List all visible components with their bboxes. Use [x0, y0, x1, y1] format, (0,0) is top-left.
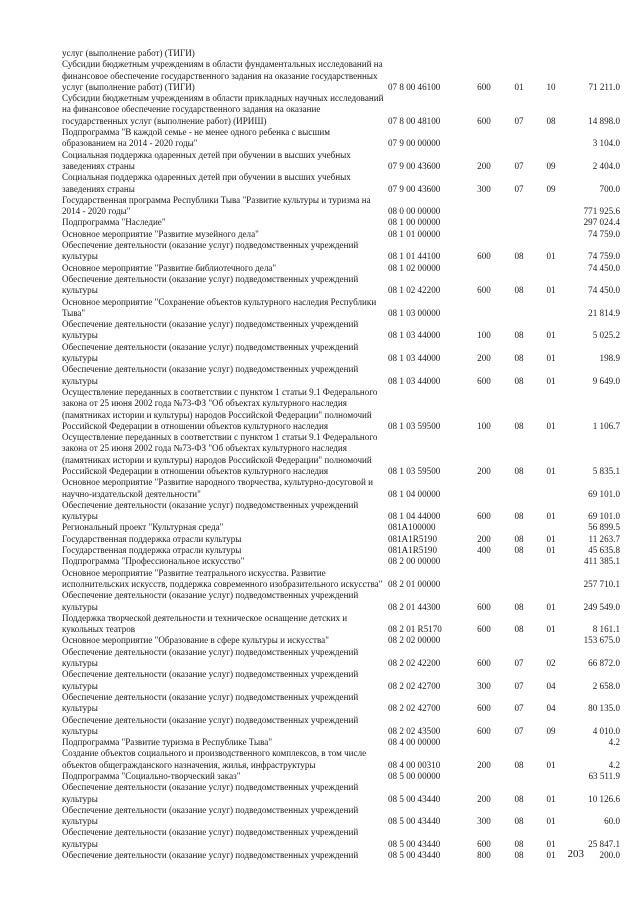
- row-name: Государственная поддержка отрасли культуры: [62, 545, 242, 556]
- row-section: 08: [514, 545, 524, 556]
- row-name: Обеспечение деятельности (оказание услуг) подведомственных учреждений культуры: [62, 714, 359, 736]
- row-expense-type: 600: [477, 838, 491, 849]
- table-row: [62, 590, 622, 613]
- row-amount: 66 872.0: [588, 658, 620, 669]
- table-row: [62, 477, 622, 500]
- row-section: 07: [514, 183, 524, 194]
- row-name: Обеспечение деятельности (оказание услуг) подведомственных учреждений культуры: [62, 273, 359, 296]
- row-expense-type: 600: [477, 624, 491, 635]
- table-row: [62, 534, 622, 545]
- row-amount: 200.0: [599, 850, 620, 861]
- row-code: 08 2 02 42700: [388, 680, 441, 691]
- row-section: 08: [514, 601, 524, 612]
- row-amount: 2 658.0: [592, 680, 620, 691]
- row-name: Обеспечение деятельности (оказание услуг) подведомственных учреждений: [62, 850, 359, 861]
- row-expense-type: 600: [477, 703, 491, 714]
- row-code: 081A1R5190: [388, 545, 438, 556]
- table-row: [62, 319, 622, 342]
- row-subsection: 01: [546, 793, 556, 804]
- row-name: Подпрограмма "Развитие туризма в Республике Тыва": [62, 737, 273, 748]
- row-subsection: 01: [546, 545, 556, 556]
- budget-table: [62, 48, 622, 861]
- row-code: 08 5 00 43440: [388, 850, 441, 861]
- row-name: Обеспечение деятельности (оказание услуг) подведомственных учреждений культуры: [62, 646, 359, 669]
- row-code: 07 8 00 46100: [388, 81, 441, 92]
- row-subsection: 01: [546, 624, 556, 635]
- row-expense-type: 600: [477, 511, 491, 522]
- row-amount: 10 126.6: [588, 793, 620, 804]
- row-code: 08 1 01 44100: [388, 251, 441, 262]
- table-row: [62, 387, 622, 432]
- row-amount: 8 161.1: [592, 624, 620, 635]
- row-expense-type: 600: [477, 115, 491, 126]
- table-row: [62, 48, 622, 59]
- row-expense-type: 800: [477, 850, 491, 861]
- row-amount: 297 024.4: [583, 217, 620, 228]
- row-amount: 1 106.7: [592, 420, 620, 431]
- row-code: 07 8 00 48100: [388, 115, 441, 126]
- row-expense-type: 600: [477, 251, 491, 262]
- row-name: Основное мероприятие "Развитие библиотечного дела": [62, 262, 277, 273]
- row-code: 07 9 00 43600: [388, 183, 441, 194]
- row-name: Обеспечение деятельности (оказание услуг) подведомственных учреждений культуры: [62, 590, 359, 612]
- row-subsection: 01: [546, 816, 556, 827]
- row-subsection: 10: [546, 81, 556, 92]
- row-expense-type: 600: [477, 658, 491, 669]
- row-section: 01: [514, 81, 524, 92]
- row-expense-type: 600: [477, 375, 491, 386]
- row-code: 08 2 01 R5170: [388, 624, 442, 635]
- row-section: 07: [514, 160, 524, 171]
- row-section: 08: [514, 533, 524, 544]
- row-code: 08 1 02 42200: [388, 285, 441, 296]
- row-expense-type: 100: [477, 330, 491, 341]
- row-amount: 74 759.0: [588, 251, 620, 262]
- table-row: [62, 827, 622, 850]
- row-subsection: 09: [546, 183, 556, 194]
- row-name: Обеспечение деятельности (оказание услуг) подведомственных учреждений культуры: [62, 240, 359, 262]
- table-row: [62, 737, 622, 748]
- row-name: Государственная программа Республики Тыва "Развитие культуры и туризма на 2014 - 2020 годы": [62, 194, 371, 217]
- row-code: 08 2 02 42200: [388, 658, 441, 669]
- table-row: [62, 263, 622, 274]
- table-row: [62, 342, 622, 365]
- table-row: [62, 545, 622, 556]
- row-code: 08 2 02 43500: [388, 725, 441, 736]
- row-amount: 3 104.0: [592, 138, 620, 149]
- table-row: [62, 500, 622, 523]
- row-section: 07: [514, 725, 524, 736]
- row-name: Подпрограмма "Социально-творческий заказ": [62, 771, 241, 781]
- table-row: [62, 150, 622, 173]
- row-amount: 257 710.1: [583, 578, 620, 589]
- table-row: [62, 635, 622, 646]
- row-code: 08 5 00 43440: [388, 816, 441, 827]
- row-subsection: 01: [546, 375, 556, 386]
- row-section: 08: [514, 624, 524, 635]
- table-row: [62, 522, 622, 533]
- row-code: 08 2 02 42700: [388, 703, 441, 714]
- row-subsection: 04: [546, 680, 556, 691]
- row-expense-type: 200: [477, 533, 491, 544]
- table-row: [62, 850, 622, 861]
- row-section: 08: [514, 793, 524, 804]
- row-code: 07 9 00 00000: [388, 138, 441, 149]
- table-row: [62, 568, 622, 591]
- row-expense-type: 600: [477, 285, 491, 296]
- row-section: 07: [514, 115, 524, 126]
- row-amount: 74 759.0: [588, 228, 620, 239]
- row-section: 08: [514, 285, 524, 296]
- row-name: Государственная поддержка отрасли культуры: [62, 533, 242, 544]
- table-row: [62, 274, 622, 297]
- row-name: Подпрограмма "В каждой семье - не менее одного ребенка с высшим образованием на 2014 - 2020 годы": [62, 127, 330, 149]
- table-row: [62, 229, 622, 240]
- table-row: [62, 195, 622, 218]
- row-code: 08 1 01 00000: [388, 228, 441, 239]
- row-code: 07 9 00 43600: [388, 160, 441, 171]
- row-subsection: 01: [546, 420, 556, 431]
- row-subsection: 09: [546, 160, 556, 171]
- row-expense-type: 200: [477, 465, 491, 476]
- row-code: 08 1 03 44000: [388, 330, 441, 341]
- row-name: Обеспечение деятельности (оказание услуг) подведомственных учреждений культуры: [62, 827, 359, 849]
- table-row: [62, 748, 622, 771]
- row-subsection: 01: [546, 465, 556, 476]
- row-name: Обеспечение деятельности (оказание услуг) подведомственных учреждений культуры: [62, 782, 359, 804]
- row-amount: 153 675.0: [583, 635, 620, 646]
- row-subsection: 01: [546, 838, 556, 849]
- row-name: Подпрограмма "Профессиональное искусство": [62, 556, 245, 567]
- row-subsection: 08: [546, 115, 556, 126]
- table-row: [62, 669, 622, 692]
- table-row: [62, 613, 622, 636]
- row-section: 08: [514, 353, 524, 364]
- row-code: 081A100000: [388, 522, 436, 533]
- row-name: Основное мероприятие "Развитие народного творчества, культурно-досуговой и научно-издательской деятельности": [62, 477, 373, 499]
- row-amount: 56 899.5: [588, 522, 620, 533]
- row-subsection: 01: [546, 285, 556, 296]
- row-expense-type: 200: [477, 759, 491, 770]
- row-name: Социальная поддержка одаренных детей при обучении в высших учебных заведениях страны: [62, 172, 351, 194]
- row-subsection: 01: [546, 601, 556, 612]
- row-name: Основное мероприятие "Развитие театрального искусства. Развитие исполнительских искусств, поддержка современного изобразительного искусства": [62, 567, 383, 589]
- table-row: [62, 217, 622, 228]
- row-code: 08 4 00 00310: [388, 759, 441, 770]
- row-amount: 198.9: [599, 353, 620, 364]
- row-section: 08: [514, 465, 524, 476]
- row-name: Обеспечение деятельности (оказание услуг) подведомственных учреждений культуры: [62, 364, 359, 386]
- table-row: [62, 93, 622, 127]
- row-expense-type: 300: [477, 680, 491, 691]
- row-expense-type: 400: [477, 545, 491, 556]
- row-code: 08 5 00 43440: [388, 793, 441, 804]
- row-subsection: 01: [546, 850, 556, 861]
- row-amount: 5 025.2: [592, 330, 620, 341]
- row-section: 08: [514, 330, 524, 341]
- row-code: 08 1 04 44000: [388, 511, 441, 522]
- table-row: [62, 782, 622, 805]
- row-amount: 700.0: [599, 183, 620, 194]
- row-amount: 2 404.0: [592, 160, 620, 171]
- row-section: 08: [514, 759, 524, 770]
- page-number: 203: [567, 848, 584, 860]
- row-name: Обеспечение деятельности (оказание услуг) подведомственных учреждений культуры: [62, 499, 359, 522]
- row-expense-type: 600: [477, 601, 491, 612]
- row-amount: 9 649.0: [592, 375, 620, 386]
- row-subsection: 01: [546, 533, 556, 544]
- row-name: Региональный проект "Культурная среда": [62, 522, 224, 533]
- row-code: 08 0 00 00000: [388, 206, 441, 217]
- table-row: [62, 432, 622, 477]
- table-row: [62, 692, 622, 715]
- row-amount: 771 925.6: [583, 206, 620, 217]
- row-expense-type: 600: [477, 81, 491, 92]
- row-amount: 411 385.1: [583, 556, 620, 567]
- row-amount: 45 635.8: [588, 545, 620, 556]
- row-section: 08: [514, 375, 524, 386]
- row-amount: 4 010.0: [592, 725, 620, 736]
- row-amount: 14 898.0: [588, 115, 620, 126]
- row-expense-type: 200: [477, 353, 491, 364]
- row-name: Обеспечение деятельности (оказание услуг) подведомственных учреждений культуры: [62, 341, 359, 364]
- row-subsection: 01: [546, 251, 556, 262]
- row-amount: 63 511.9: [588, 771, 620, 781]
- row-name: Осуществление переданных в соответствии с пунктом 1 статьи 9.1 Федерального закона от 25 июня 2002 года №73-ФЗ "Об объектах культурного наследия (памятниках истории и культуры) народов Российской Федерации" полномочий Российской Федерации в отношении объектов культурного наследия: [62, 432, 378, 476]
- row-section: 08: [514, 251, 524, 262]
- row-expense-type: 200: [477, 160, 491, 171]
- row-amount: 80 135.0: [588, 703, 620, 714]
- row-code: 08 1 00 00000: [388, 217, 441, 228]
- table-row: [62, 771, 622, 782]
- row-subsection: 04: [546, 703, 556, 714]
- row-name: Основное мероприятие "Образование в сфере культуры и искусства": [62, 635, 329, 646]
- row-code: 08 1 03 00000: [388, 307, 441, 318]
- row-subsection: 02: [546, 658, 556, 669]
- row-name: Обеспечение деятельности (оказание услуг) подведомственных учреждений культуры: [62, 319, 359, 341]
- row-amount: 249 549.0: [583, 601, 620, 612]
- table-row: [62, 240, 622, 263]
- table-row: [62, 297, 622, 320]
- row-code: 08 1 03 59500: [388, 465, 441, 476]
- row-expense-type: 600: [477, 725, 491, 736]
- row-code: 08 2 01 00000: [388, 578, 441, 589]
- row-name: Обеспечение деятельности (оказание услуг) подведомственных учреждений культуры: [62, 669, 359, 691]
- row-code: 08 4 00 00000: [388, 737, 441, 748]
- row-subsection: 09: [546, 725, 556, 736]
- row-amount: 74 450.0: [588, 285, 620, 296]
- table-row: [62, 364, 622, 387]
- row-code: 08 1 03 44000: [388, 375, 441, 386]
- row-code: 08 5 00 00000: [388, 771, 441, 781]
- row-subsection: 01: [546, 759, 556, 770]
- row-amount: 60.0: [604, 816, 620, 827]
- row-code: 08 1 04 00000: [388, 488, 441, 499]
- row-name: Субсидии бюджетным учреждениям в области прикладных научных исследований на финансовое обеспечение государственного задания на оказание государственных услуг (выполнение работ) (ИРИШ): [62, 93, 384, 126]
- row-amount: 4.2: [608, 759, 620, 770]
- row-section: 08: [514, 511, 524, 522]
- row-amount: 5 835.1: [592, 465, 620, 476]
- row-name: Создание объектов социального и производственного комплексов, в том числе объектов общегражданского назначения, жилья, инфраструктуры: [62, 748, 367, 770]
- table-row: [62, 59, 622, 93]
- row-section: 07: [514, 680, 524, 691]
- row-amount: 74 450.0: [588, 262, 620, 273]
- row-name: Обеспечение деятельности (оказание услуг) подведомственных учреждений культуры: [62, 804, 359, 827]
- row-section: 08: [514, 420, 524, 431]
- row-amount: 25 847.1: [588, 838, 620, 849]
- row-name: Подпрограмма "Наследие": [62, 217, 166, 228]
- table-row: [62, 715, 622, 738]
- row-amount: 69 101.0: [588, 488, 620, 499]
- row-expense-type: 300: [477, 816, 491, 827]
- row-section: 08: [514, 850, 524, 861]
- row-name: Поддержка творческой деятельности и техническое оснащение детских и кукольных театров: [62, 612, 348, 635]
- row-expense-type: 300: [477, 183, 491, 194]
- table-row: [62, 556, 622, 567]
- row-section: 07: [514, 658, 524, 669]
- row-name: Основное мероприятие "Развитие музейного дела": [62, 228, 259, 239]
- row-section: 08: [514, 838, 524, 849]
- row-section: 07: [514, 703, 524, 714]
- row-code: 08 1 02 00000: [388, 262, 441, 273]
- row-amount: 21 814.9: [588, 307, 620, 318]
- row-code: 08 2 02 00000: [388, 635, 441, 646]
- row-amount: 11 263.7: [588, 533, 620, 544]
- row-name: Обеспечение деятельности (оказание услуг) подведомственных учреждений культуры: [62, 691, 359, 714]
- row-name: Основное мероприятие "Сохранение объектов культурного наследия Республики Тыва": [62, 296, 377, 318]
- row-amount: 69 101.0: [588, 511, 620, 522]
- row-expense-type: 200: [477, 793, 491, 804]
- row-section: 08: [514, 816, 524, 827]
- row-code: 081A1R5190: [388, 533, 438, 544]
- row-name: Субсидии бюджетным учреждениям в области фундаментальных исследований на финансовое обеспечение государственного задания на оказание государственных услуг (выполнение работ) (ТИГИ): [62, 59, 383, 92]
- row-subsection: 01: [546, 353, 556, 364]
- table-row: [62, 647, 622, 670]
- row-amount: 4.2: [608, 737, 620, 748]
- table-row: [62, 805, 622, 828]
- row-code: 08 2 01 44300: [388, 601, 441, 612]
- table-row: [62, 172, 622, 195]
- row-expense-type: 100: [477, 420, 491, 431]
- row-name: Социальная поддержка одаренных детей при обучении в высших учебных заведениях страны: [62, 149, 351, 171]
- row-name: услуг (выполнение работ) (ТИГИ): [62, 48, 195, 58]
- row-code: 08 1 03 44000: [388, 353, 441, 364]
- row-code: 08 1 03 59500: [388, 420, 441, 431]
- row-code: 08 5 00 43440: [388, 838, 441, 849]
- row-amount: 71 211.0: [588, 81, 620, 92]
- row-name: Осуществление переданных в соответствии с пунктом 1 статьи 9.1 Федерального закона от 25 июня 2002 года №73-ФЗ "Об объектах культурного наследия (памятниках истории и культуры) народов Российской Федерации" полномочий Российской Федерации в отношении объектов культурного наследия: [62, 386, 378, 431]
- row-code: 08 2 00 00000: [388, 556, 441, 567]
- row-subsection: 01: [546, 330, 556, 341]
- row-subsection: 01: [546, 511, 556, 522]
- table-row: [62, 127, 622, 150]
